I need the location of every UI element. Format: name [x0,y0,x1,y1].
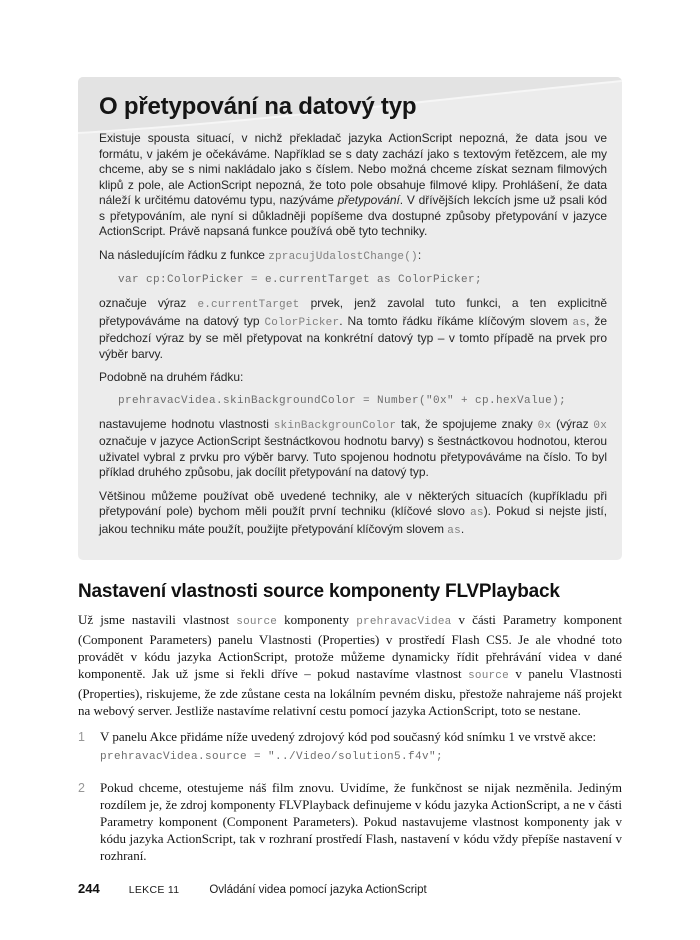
step-number: 1 [78,730,85,744]
code-block-1: var cp:ColorPicker = e.currentTarget as ColorPicker; [118,274,483,286]
box-paragraph-6: Většinou můžeme používat obě uvedené techniky, ale v některých situacích (kupříkladu při přetypování pole) bychom měli použít první techniku (klíčové slovo as). Pokud si nejste jistí, jakou techniku máte použít, použijte přetypování klíčovým slovem as. [99,488,607,537]
step-number: 2 [78,781,85,795]
step-text: Pokud chceme, otestujeme náš film znovu. Uvidíme, že funkčnost se nijak nezměnila. Jediným rozdílem je, že zdroj komponenty FLVPlayback definujeme v kódu jazyka ActionScript, a ne v části Parametry komponent (Component Parameters). Pokud nastavujeme vlastnost komponenty jak v kódu jazyka ActionScript, tak v rozhraní prostředí Flash, nastavení v kódu vždy přepíše nastavení v rozhraní. [100,780,622,863]
box-paragraph-1: Existuje spousta situací, v nichž překladač jazyka ActionScript nepozná, že data jsou ve formátu, v jakém je očekáváme. Například se s daty zachází jako s textovým řetězcem, ale my chceme, aby se s nimi nakládalo jako s číslem. Nebo možná chceme získat seznam filmových klipů z pole, ale ActionScript nepozná, že toto pole obsahuje filmové klipy. Prohlášení, že data náleží k určitému datovému typu, nazýváme přetypování. V dřívějších lekcích jsme už psali kód s přetypováním, ale nyní si důkladněji popíšeme dva dostupné způsoby přetypování v jazyce ActionScript. Právě napsaná funkce používá obě tyto techniky. [99,131,607,238]
step-code-block: prehravacVidea.source = "../Video/solution5.f4v"; [100,751,444,763]
lesson-label: LEKCE 11 [128,884,180,896]
section-title: Nastavení vlastnosti source komponenty FLVPlayback [78,581,560,602]
step-item-1 [78,728,622,770]
step-text: V panelu Akce přidáme níže uvedený zdrojový kód pod současný kód snímku 1 ve vrstvě akce: [100,729,597,744]
chapter-title: Ovládání videa pomocí jazyka ActionScript [209,884,427,896]
step-body [100,728,622,770]
box-paragraph-3: označuje výraz e.currentTarget prvek, jenž zavolal tuto funkci, a ten explicitně přetypováváme na datový typ ColorPicker. Na tomto řádku říkáme klíčovým slovem as, že předchozí výraz by se měl přetypovat na konkrétní datový typ – v tomto případě na prvek pro výběr barvy. [99,296,607,361]
box-title: O přetypování na datový typ [99,93,417,120]
box-paragraph-2: Na následujícím řádku z funkce zpracujUdalostChange(): [99,247,422,263]
step-item-2 [78,779,622,864]
box-paragraph-4: Podobně na druhém řádku: [99,370,244,384]
section-intro: Už jsme nastavili vlastnost source komponenty prehravacVidea v části Parametry komponent (Component Parameters) panelu Vlastnosti (Properties) v prostředí Flash CS5. Je ale vhodné toto provádět v kódu jazyka ActionScript, protože můžeme dynamicky řídit přehrávání videa v dané komponentě. Jak už jsme si řekli dříve – pokud nastavíme vlastnost source v panelu Vlastnosti (Properties), riskujeme, že zde zůstane cesta na lokálním pevném disku, přestože nahrajeme náš projekt na webový server. Jestliže nastavíme relativní cestu pomocí jazyka ActionScript, toto se nestane. [78,612,622,718]
page-footer [78,881,427,896]
page-number: 244 [78,881,100,896]
steps-list [78,728,622,864]
step-body [100,779,622,864]
lesson-info-box [78,77,622,560]
code-block-2: prehravacVidea.skinBackgroundColor = Number("0x" + cp.hexValue); [118,394,567,407]
box-paragraph-5: nastavujeme hodnotu vlastnosti skinBackgrounColor tak, že spojujeme znaky 0x (výraz 0x označuje v jazyce ActionScript šestnáctkovou hodnotu barvy) s šestnáctkovou hodnotou, kterou uživatel vybral z prvku pro výběr barvy. Tuto spojenou hodnotu přetypováváme na číslo. To byl příklad druhého způsobu, jak docílit přetypování na datový typ. [99,416,608,479]
